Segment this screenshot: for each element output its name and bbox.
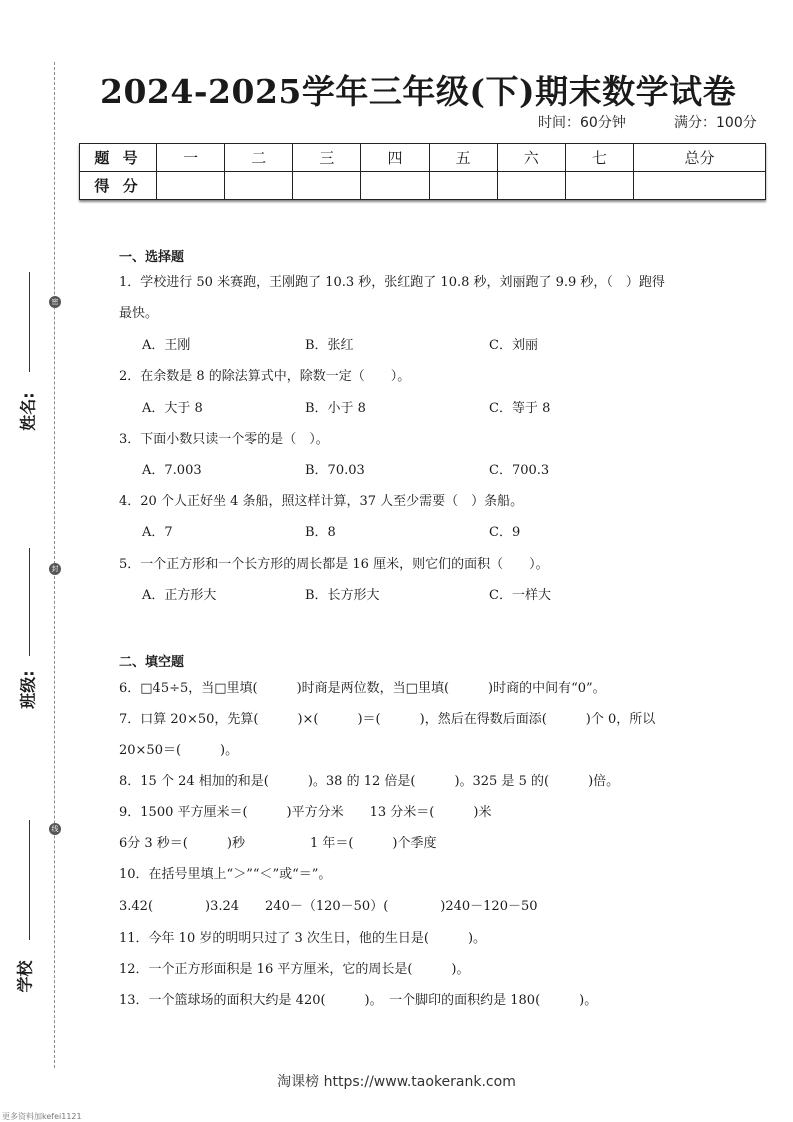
q5-option-a[interactable]: A．正方形大 (142, 588, 217, 603)
corner-watermark: 更多资料加kefei1121 (2, 1112, 82, 1121)
q5-option-c[interactable]: C．一样大 (489, 588, 551, 603)
question-9: 9．1500 平方厘米＝( )平方分米 13 分米＝( )米 (119, 805, 492, 820)
question-7: 7．口算 20×50，先算( )×( )＝( )，然后在得数后面添( )个 0，所以 (119, 712, 656, 727)
name-label: 姓名: (18, 392, 38, 431)
score-table (79, 143, 766, 200)
q4-option-c[interactable]: C．9 (489, 525, 521, 540)
question-2: 2．在余数是 8 的除法算式中，除数一定（ ）。 (119, 369, 411, 384)
score-table-col-7: 七 (565, 144, 633, 172)
q4-option-b[interactable]: B．8 (305, 525, 336, 540)
q5-option-b[interactable]: B．长方形大 (305, 588, 380, 603)
section-1-heading: 一、选择题 (119, 250, 185, 265)
question-5: 5．一个正方形和一个长方形的周长都是 16 厘米，则它们的面积（ ）。 (119, 557, 549, 572)
score-table-label-question: 题 号 (80, 144, 157, 172)
time-limit: 时间：60分钟 (538, 115, 626, 131)
score-table-col-total: 总分 (633, 144, 765, 172)
question-3: 3．下面小数只读一个零的是（ ）。 (119, 432, 329, 447)
question-8: 8．15 个 24 相加的和是( )。38 的 12 倍是( )。325 是 5 的( )倍。 (119, 774, 620, 789)
page-title: 2024-2025学年三年级(下)期末数学试卷 (100, 72, 737, 111)
footer-source: 淘课榜 https://www.taokerank.com (277, 1074, 516, 1090)
school-write-line (29, 820, 30, 940)
score-table-score-row (80, 172, 766, 200)
score-cell-total[interactable] (633, 172, 765, 200)
score-cell-6[interactable] (497, 172, 565, 200)
full-score: 满分：100分 (674, 115, 757, 131)
q4-option-a[interactable]: A．7 (142, 525, 173, 540)
score-cell-3[interactable] (293, 172, 361, 200)
q1-option-a[interactable]: A．王刚 (142, 338, 191, 353)
class-write-line (29, 548, 30, 656)
question-10-items: 3.42( )3.24 240－（120－50）( )240－120－50 (119, 899, 538, 914)
q3-option-a[interactable]: A．7.003 (142, 463, 202, 478)
score-table-col-4: 四 (361, 144, 429, 172)
question-11: 11．今年 10 岁的明明只过了 3 次生日，他的生日是( )。 (119, 931, 487, 946)
score-cell-4[interactable] (361, 172, 429, 200)
score-table-header-row (80, 144, 766, 172)
class-label: 班级: (18, 670, 38, 709)
question-12: 12．一个正方形面积是 16 平方厘米，它的周长是( )。 (119, 962, 470, 977)
q2-option-b[interactable]: B．小于 8 (305, 401, 366, 416)
question-1: 1．学校进行 50 米赛跑，王刚跑了 10.3 秒，张红跑了 10.8 秒，刘丽跑了 9.9 秒，（ ）跑得 (119, 275, 665, 290)
question-10: 10．在括号里填上“＞”“＜”或“＝”。 (119, 867, 332, 882)
score-table-col-2: 二 (225, 144, 293, 172)
school-label: 学校 (15, 960, 35, 993)
score-cell-5[interactable] (429, 172, 497, 200)
question-6: 6．□45÷5，当□里填( )时商是两位数，当□里填( )时商的中间有“0”。 (119, 681, 606, 696)
question-7-continued: 20×50＝( )。 (119, 743, 239, 758)
section-2-heading: 二、填空题 (119, 655, 185, 670)
q2-option-c[interactable]: C．等于 8 (489, 401, 551, 416)
name-write-line (29, 272, 30, 372)
score-table-col-5: 五 (429, 144, 497, 172)
score-table-col-1: 一 (157, 144, 225, 172)
score-table-col-6: 六 (497, 144, 565, 172)
score-cell-1[interactable] (157, 172, 225, 200)
question-4: 4．20 个人正好坐 4 条船，照这样计算，37 人至少需要（ ）条船。 (119, 494, 524, 509)
question-9-continued: 6分 3 秒＝( )秒 1 年＝( )个季度 (119, 836, 437, 851)
score-cell-7[interactable] (565, 172, 633, 200)
question-1-continued: 最快。 (119, 306, 159, 321)
q3-option-c[interactable]: C．700.3 (489, 463, 550, 478)
q2-option-a[interactable]: A．大于 8 (142, 401, 203, 416)
q3-option-b[interactable]: B．70.03 (305, 463, 365, 478)
seal-mark-mi: 密 (49, 296, 61, 308)
score-table-label-score: 得 分 (80, 172, 157, 200)
score-cell-2[interactable] (225, 172, 293, 200)
score-table-col-3: 三 (293, 144, 361, 172)
seal-mark-xian: 线 (49, 823, 61, 835)
question-13: 13．一个篮球场的面积大约是 420( )。 一个脚印的面积约是 180( )。 (119, 993, 598, 1008)
q1-option-c[interactable]: C．刘丽 (489, 338, 538, 353)
q1-option-b[interactable]: B．张红 (305, 338, 354, 353)
seal-mark-feng: 封 (49, 563, 61, 575)
